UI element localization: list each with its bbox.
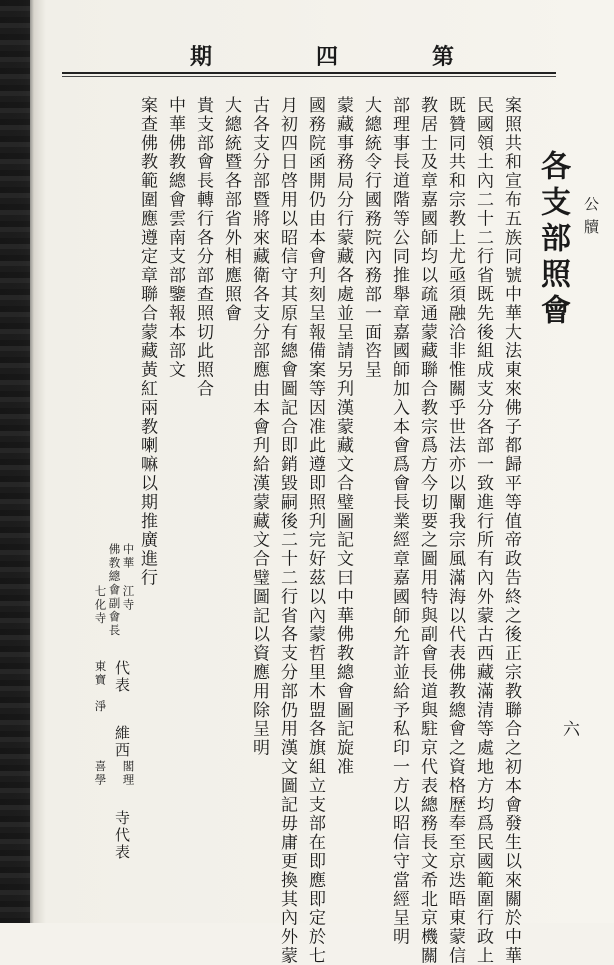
body-line-2: 民國領土內二十二行省既先後組成支分各部一致進行所有內外蒙古西藏滿清等處地方均爲民國範圍行政上 <box>473 96 493 965</box>
body-line-12: 貴支部會長轉行各分部查照切此照合 <box>193 96 213 399</box>
section-label: 公牘 <box>582 196 600 242</box>
signature-small-2: 佛教總會副會長 <box>107 543 122 638</box>
signature-small-5: 東寶 <box>93 660 108 687</box>
header-qi: 期 <box>190 44 213 70</box>
signature-representative-1: 代表 <box>113 660 131 694</box>
signature-small-3: 江寺 <box>121 585 136 612</box>
body-line-14: 案查佛教範圍應遵定章聯合蒙藏黃紅兩教喇嘛以期推廣進行 <box>137 96 157 588</box>
header-issue-number: 四 <box>316 44 339 70</box>
header-rule-thin <box>62 76 556 77</box>
signature-small-1: 中華 <box>121 543 136 570</box>
body-line-9: 月初四日啓用以昭信守其原有總會圖記合即銷毀嗣後二十二行省各支分部仍用漢文圖記毋庸更換其內外蒙 <box>277 96 297 965</box>
body-line-13: 中華佛教總會雲南支部鑒報本部文 <box>165 96 185 380</box>
body-line-11: 大總統暨各部省外相應照會 <box>221 96 241 323</box>
header-di: 第 <box>432 44 455 70</box>
body-line-7: 蒙藏事務局分行蒙藏各處並呈請另刋漢蒙藏文合璧圖記文曰中華佛教總會圖記旋准 <box>333 96 353 777</box>
body-line-1: 案照共和宣布五族同號中華大法東來佛子都歸平等值帝政告終之後正宗教聯合之初本會發生以來關於中華 <box>501 96 521 965</box>
signature-small-4: 七化寺 <box>93 585 108 626</box>
signature-name-1: 維西 <box>113 725 131 759</box>
signature-small-6: 淨 <box>93 700 108 714</box>
body-line-6: 大總統令行國務院內務部一面咨呈 <box>361 96 381 380</box>
signature-small-7: 喜學 <box>93 760 108 787</box>
body-line-3: 既贊同共和宗教上尤亟須融洽非惟關乎世法亦以闡我宗風滿海以代表佛教總會之資格歷奉至京迭晤東蒙信 <box>445 96 465 965</box>
book-spine-edge <box>0 0 30 923</box>
body-line-5: 部理事長道階等公同推舉章嘉國師加入本會爲會長業經章嘉國師允許並給予私印一方以昭信守當經呈明 <box>389 96 409 947</box>
body-line-4: 教居士及章嘉國師均以疏通蒙藏聯合教宗爲方今切要之圖用特與副會長道與駐京代表總務長文希北京機關 <box>417 96 437 965</box>
page-number: 六 <box>563 720 580 740</box>
signature-representative-2: 寺代表 <box>113 810 131 861</box>
signature-small-8: 閣理 <box>121 760 136 787</box>
article-title: 各支部照會 <box>535 150 570 330</box>
header-rule <box>62 72 556 74</box>
body-line-8: 國務院函開仍由本會刋刻呈報備案等因准此遵即照刋完好茲以內蒙哲里木盟各旗組立支部在即應即定於七 <box>305 96 325 965</box>
body-line-10: 古各支分部暨將來藏衛各支分部應由本會刋給漢蒙藏文合璧圖記以資應用除呈明 <box>249 96 269 758</box>
